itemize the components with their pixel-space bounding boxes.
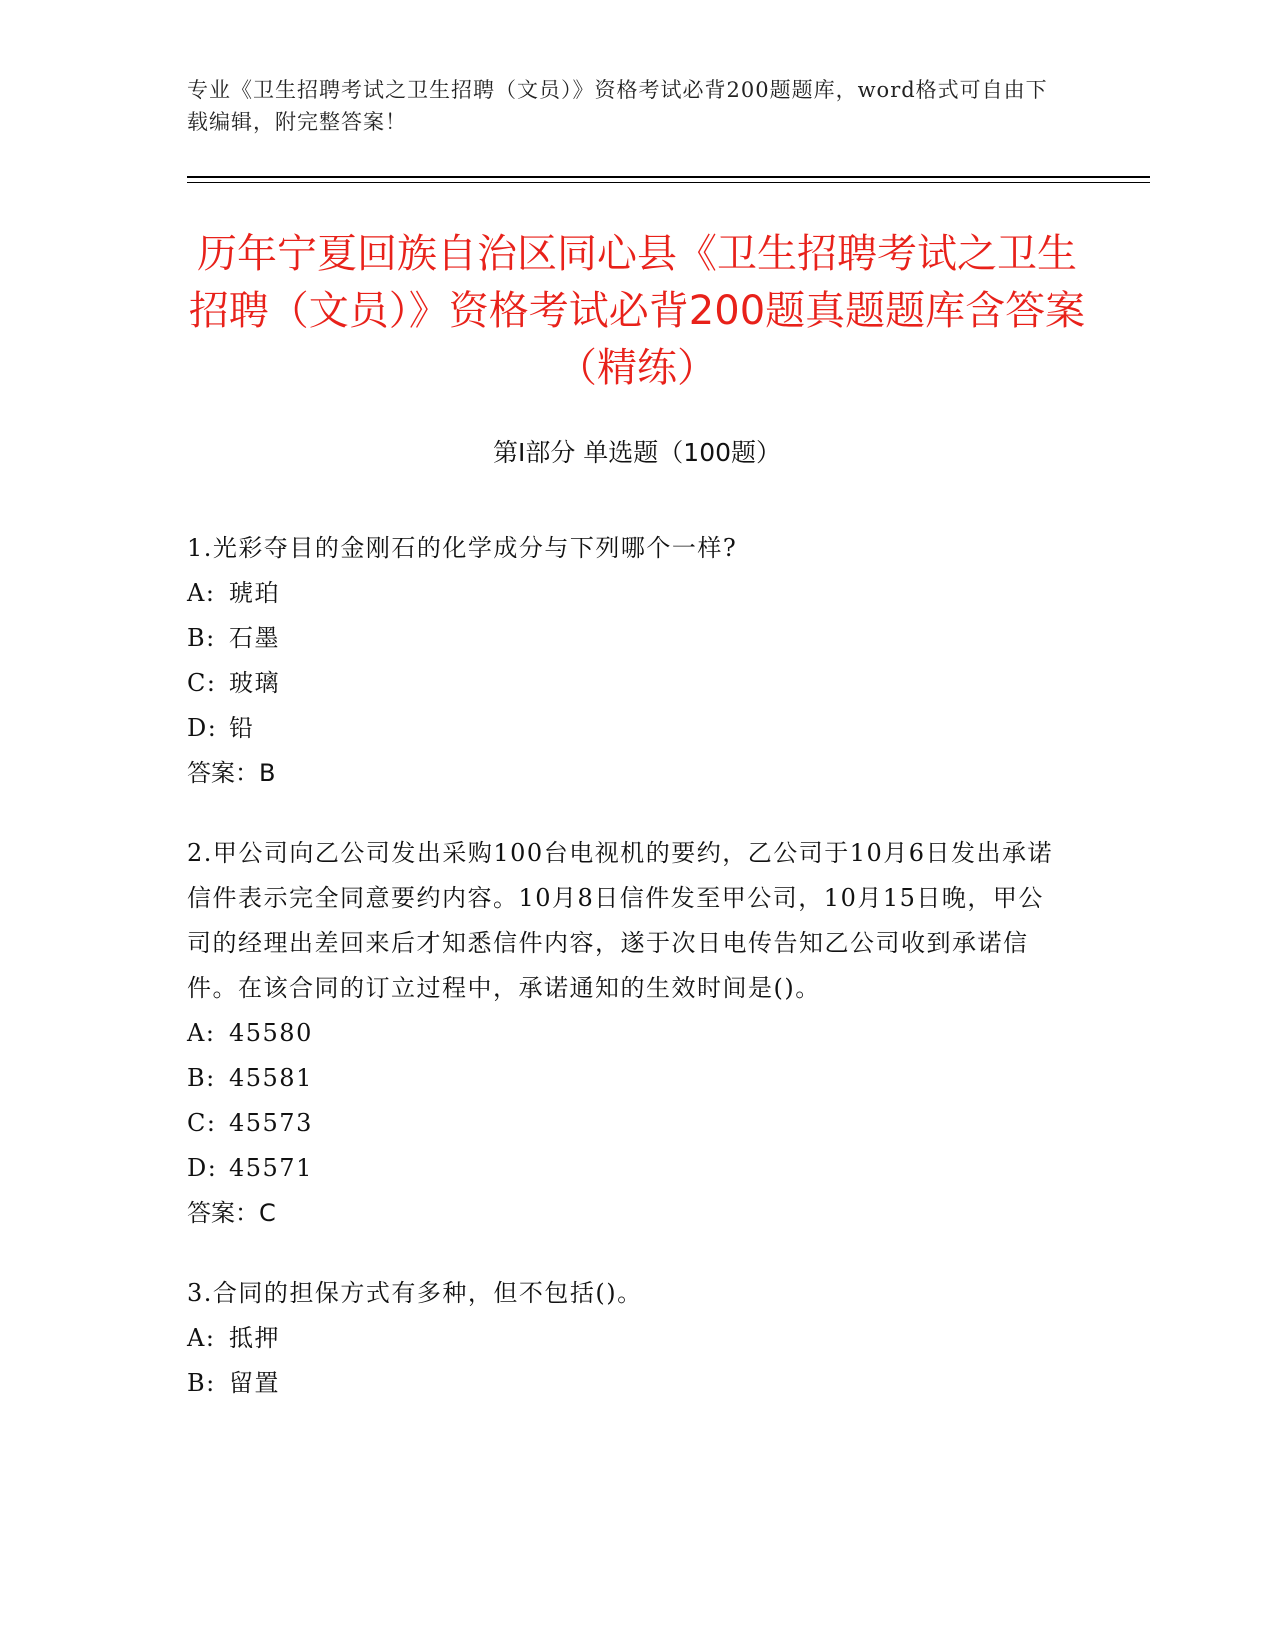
answer: 答案：B	[187, 759, 276, 787]
option-a	[187, 1011, 1067, 1056]
question-3	[187, 1271, 1067, 1406]
option-c	[187, 1101, 1067, 1146]
question-2	[187, 831, 1067, 1236]
option-d	[187, 1146, 1067, 1191]
question-stem: 1.光彩夺目的金刚石的化学成分与下列哪个一样?	[187, 534, 738, 562]
question-stem: 2.甲公司向乙公司发出采购100台电视机的要约，乙公司于10月6日发出承诺信件表示完全同意要约内容。10月8日信件发至甲公司，10月15日晚，甲公司的经理出差回来后才知悉信件内容，遂于次日电传告知乙公司收到承诺信件。在该合同的订立过程中，承诺通知的生效时间是()。	[187, 839, 1054, 1002]
option-text: 45580	[229, 1019, 313, 1047]
option-b	[187, 616, 1067, 661]
header-rule-thick	[187, 176, 1150, 178]
section-title: 第I部分 单选题（100题）	[492, 438, 782, 467]
option-text: 铅	[229, 714, 255, 742]
option-c	[187, 661, 1067, 706]
option-key: D:	[187, 1154, 218, 1182]
option-key: A:	[187, 1019, 216, 1047]
option-key: C:	[187, 1109, 217, 1137]
option-d	[187, 706, 1067, 751]
option-key: A:	[187, 579, 216, 607]
option-a	[187, 571, 1067, 616]
option-b	[187, 1361, 1067, 1406]
option-a	[187, 1316, 1067, 1361]
option-b	[187, 1056, 1067, 1101]
option-key: D:	[187, 714, 218, 742]
header-note: 专业《卫生招聘考试之卫生招聘（文员）》资格考试必背200题题库，word格式可自由下载编辑，附完整答案！	[187, 78, 1048, 134]
option-text: 留置	[229, 1369, 280, 1397]
option-key: A:	[187, 1324, 216, 1352]
option-text: 石墨	[229, 624, 280, 652]
option-text: 45581	[229, 1064, 313, 1092]
question-list	[187, 526, 1067, 1441]
answer: 答案：C	[187, 1199, 276, 1227]
option-text: 45573	[229, 1109, 313, 1137]
option-key: C:	[187, 669, 217, 697]
option-key: B:	[187, 1369, 216, 1397]
document-title: 历年宁夏回族自治区同心县《卫生招聘考试之卫生招聘（文员）》资格考试必背200题真题题库含答案（精练）	[188, 231, 1086, 391]
question-1	[187, 526, 1067, 796]
option-text: 琥珀	[229, 579, 280, 607]
question-stem: 3.合同的担保方式有多种，但不包括()。	[187, 1279, 643, 1307]
option-key: B:	[187, 1064, 216, 1092]
option-text: 玻璃	[229, 669, 280, 697]
header-rule-thin	[187, 182, 1150, 183]
option-text: 抵押	[229, 1324, 280, 1352]
option-key: B:	[187, 624, 216, 652]
option-text: 45571	[229, 1154, 313, 1182]
